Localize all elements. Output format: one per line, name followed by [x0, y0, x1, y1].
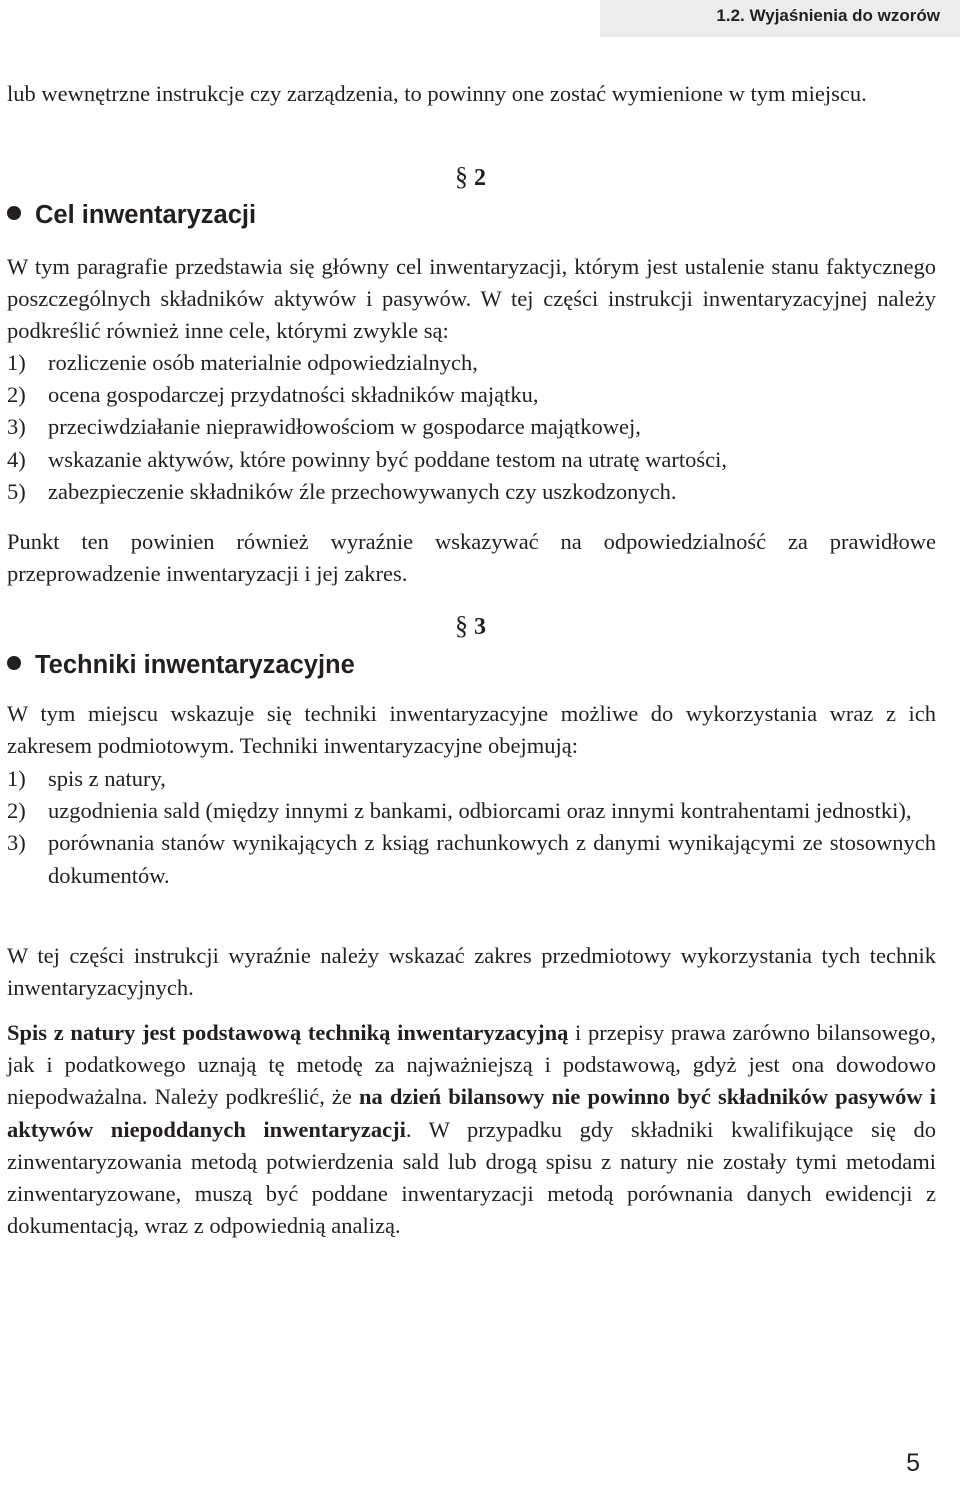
section-3-list	[7, 763, 936, 892]
section-2-list	[7, 347, 936, 508]
section-3-closing: W tej części instrukcji wyraźnie należy wskazać zakres przedmiotowy wykorzystania tych technik inwentaryzacyjnych.	[7, 943, 936, 1001]
section-3-digit: 3	[474, 614, 486, 640]
list-item: 3) przeciwdziałanie nieprawidłowościom w gospodarce majątkowej,	[7, 414, 641, 440]
running-header	[600, 0, 960, 37]
section-2-number	[455, 162, 486, 192]
section-symbol: §	[455, 611, 468, 640]
list-item: 1) rozliczenie osób materialnie odpowiedzialnych,	[7, 350, 478, 375]
bullet-icon	[7, 206, 21, 220]
intro-paragraph: lub wewnętrzne instrukcje czy zarządzenia, to powinny one zostać wymienione w tym miejscu.	[7, 81, 867, 106]
chapter-title: 1.2. Wyjaśnienia do wzorów	[716, 6, 940, 25]
page-number: 5	[906, 1449, 920, 1477]
section-3-final-paragraph: Spis z natury jest podstawową techniką inwentaryzacyjną i przepisy prawa zarówno bilansowego, jak i podatkowego uznają tę metodę za najważniejszą i podstawową, gdyż jest ona dowodowo niepodważalna. Należy podkreślić, że na dzień bilansowy nie powinno być składników pasywów i aktywów niepoddanych inwentaryzacji. W przypadku gdy składniki kwalifikujące się do zinwentaryzowania metodą potwierdzenia sald lub drogą spisu z natury nie zostały tymi metodami zinwentaryzowane, muszą być poddane inwentaryzacji metodą porównania danych ewidencji z dokumentacją, wraz z odpowiednią analizą.	[7, 1020, 937, 1239]
section-2-closing: Punkt ten powinien również wyraźnie wskazywać na odpowiedzialność za prawidłowe przeprowadzenie inwentaryzacji i jej zakres.	[7, 529, 936, 587]
section-symbol: §	[455, 162, 468, 191]
list-item: 5) zabezpieczenie składników źle przechowywanych czy uszkodzonych.	[7, 478, 677, 504]
emphasis-spis-z-natury: Spis z natury jest podstawową techniką inwentaryzacyjną	[7, 1020, 569, 1045]
bullet-icon	[7, 656, 21, 670]
list-item: 4) wskazanie aktywów, które powinny być poddane testom na utratę wartości,	[7, 446, 727, 472]
list-item: 1) spis z natury,	[7, 766, 166, 791]
list-item: 2) uzgodnienia sald (między innymi z bankami, odbiorcami oraz innymi kontrahentami jednostki),	[7, 798, 912, 824]
list-item: 3) porównania stanów wynikających z ksiąg rachunkowych z danymi wynikającymi ze stosownych dokumentów.	[7, 830, 936, 888]
section-3-heading	[7, 651, 355, 680]
section-2-heading	[7, 201, 256, 230]
section-2-paragraph: W tym paragrafie przedstawia się główny cel inwentaryzacji, którym jest ustalenie stanu faktycznego poszczególnych składników aktywów i pasywów. W tej części instrukcji inwentaryzacyjnej należy podkreślić również inne cele, którymi zwykle są:	[7, 254, 936, 344]
section-2-digit: 2	[474, 165, 486, 191]
section-3-paragraph: W tym miejscu wskazuje się techniki inwentaryzacyjne możliwe do wykorzystania wraz z ich zakresem podmiotowym. Techniki inwentaryzacyjne obejmują:	[7, 701, 936, 759]
emphasis-dzien-bilansowy: na dzień bilansowy nie powinno być składników pasywów i aktywów niepoddanych inwentaryzacji	[7, 1084, 937, 1142]
section-3-number	[455, 611, 486, 641]
list-item: 2) ocena gospodarczej przydatności składników majątku,	[7, 382, 539, 408]
section-2-heading-text: Cel inwentaryzacji	[35, 201, 257, 229]
section-3-heading-text: Techniki inwentaryzacyjne	[35, 651, 355, 679]
